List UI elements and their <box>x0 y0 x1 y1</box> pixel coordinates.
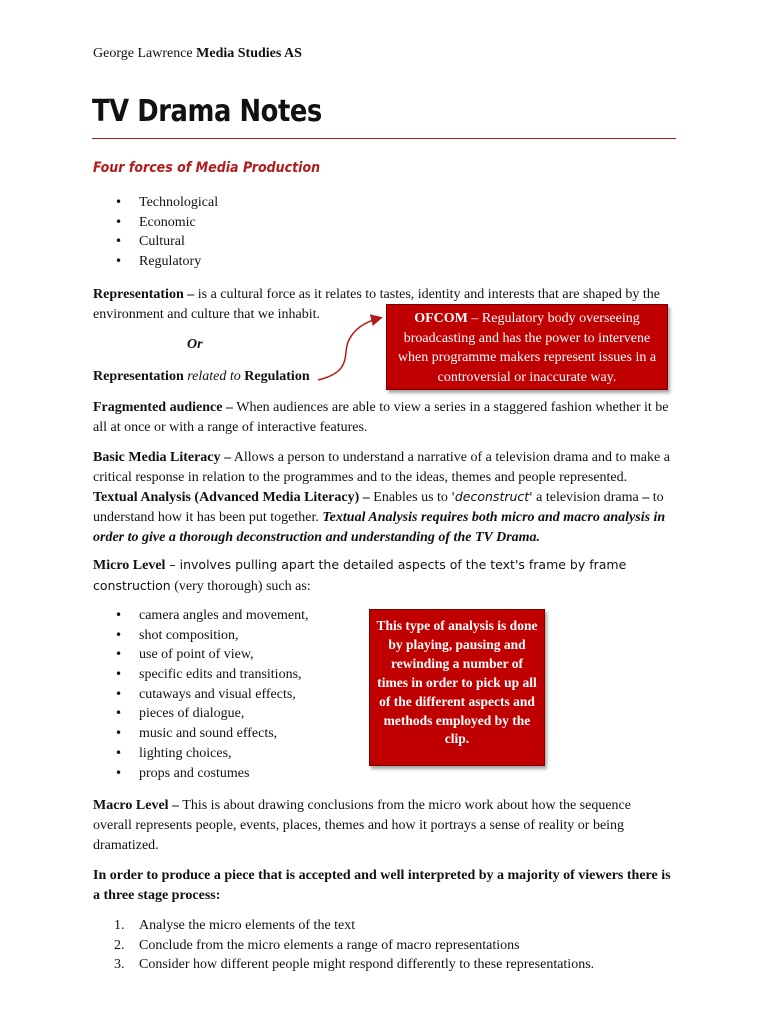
representation-term-2: Representation <box>93 369 184 384</box>
textual-analysis-text-3: to understand how it has been put together. <box>93 490 664 525</box>
micro-text-tail: (very thorough) such as: <box>170 579 311 594</box>
step-number: 3. <box>114 957 125 972</box>
regulation-term: Regulation <box>244 369 310 384</box>
document-title: TV Drama Notes <box>92 94 322 129</box>
macro-text: This is about drawing conclusions from the micro work about how the sequence overall represents people, events, places, themes and how it portrays a sense of reality or being dramatized. <box>93 798 631 853</box>
micro-term: Micro Level <box>93 558 166 573</box>
textual-analysis-term: Textual Analysis (Advanced Media Literacy) – <box>93 490 370 505</box>
step-text: Consider how different people might respond differently to these representations. <box>139 957 595 972</box>
list-item: • Cultural <box>93 232 218 252</box>
forces-list <box>93 193 218 272</box>
list-item: • Regulatory <box>93 252 218 272</box>
list-item: • pieces of dialogue, <box>93 704 308 724</box>
ofcom-text: – Regulatory body overseeing broadcasting and has the power to intervene when programme makers represent issues in a controversial or inaccurate way. <box>397 311 657 385</box>
micro-text: – involves pulling apart the detailed aspects of the text's frame by frame construction <box>93 557 627 593</box>
list-item: • props and costumes <box>93 764 308 784</box>
macro-level-paragraph <box>93 796 673 856</box>
ofcom-callout <box>386 304 668 390</box>
list-item: • music and sound effects, <box>93 724 308 744</box>
list-item: • cutaways and visual effects, <box>93 685 308 705</box>
list-item <box>93 936 594 956</box>
title-divider <box>92 138 676 139</box>
representation-term: Representation – <box>93 287 195 302</box>
representation-regulation-line <box>93 367 310 387</box>
page-header <box>93 44 302 64</box>
fragmented-term: Fragmented audience – <box>93 400 233 415</box>
ofcom-term: OFCOM <box>414 311 468 326</box>
basic-literacy-term: Basic Media Literacy – <box>93 450 232 465</box>
list-item: • specific edits and transitions, <box>93 665 308 685</box>
forces-heading: Four forces of Media Production <box>93 160 321 176</box>
list-item: • shot composition, <box>93 626 308 646</box>
related-to-text: related to <box>187 369 241 384</box>
analysis-callout: This type of analysis is done by playing, pausing and rewinding a number of times in order to pick up all of the different aspects and methods employed by the clip. <box>369 609 545 766</box>
fragmented-audience-paragraph <box>93 398 673 438</box>
process-intro: In order to produce a piece that is accepted and well interpreted by a majority of viewers there is a three stage process: <box>93 868 671 903</box>
author-name: George Lawrence <box>93 46 193 61</box>
list-item <box>93 916 594 936</box>
list-item: • Technological <box>93 193 218 213</box>
list-item <box>93 955 594 975</box>
textual-analysis-emphasis: Textual Analysis requires both micro and macro analysis in order to give a thorough deconstruction and understanding of the TV Drama. <box>93 510 666 545</box>
dash: – <box>642 490 650 505</box>
list-item: • use of point of view, <box>93 645 308 665</box>
step-text: Conclude from the micro elements a range of macro representations <box>139 937 520 953</box>
basic-literacy-text: Allows a person to understand a narrative of a television drama and to make a critical response in relation to the programmes and to the ideas, themes and people represented. <box>93 450 670 485</box>
representation-text: is a cultural force as it relates to tastes, identity and interests that are shaped by the environment and culture that we inhabit. <box>93 287 660 322</box>
or-label: Or <box>187 337 203 352</box>
step-number: 1. <box>114 918 125 933</box>
process-steps-list <box>93 916 594 975</box>
deconstruct-quote: 'deconstruct' <box>451 489 533 504</box>
course-name: Media Studies AS <box>196 46 302 61</box>
list-item: • Economic <box>93 213 218 233</box>
micro-elements-list <box>93 606 308 783</box>
macro-term: Macro Level – <box>93 798 180 813</box>
step-number: 2. <box>114 937 125 953</box>
list-item: • lighting choices, <box>93 744 308 764</box>
textual-analysis-paragraph <box>93 487 675 548</box>
fragmented-text: When audiences are able to view a series in a staggered fashion whether it be all at once or with a range of interactive features. <box>93 400 669 435</box>
step-text: Analyse the micro elements of the text <box>139 918 356 933</box>
list-item: • camera angles and movement, <box>93 606 308 626</box>
micro-level-paragraph <box>93 555 673 597</box>
textual-analysis-text-2: a television drama <box>532 490 643 505</box>
textual-analysis-text: Enables us to <box>369 490 452 505</box>
basic-literacy-paragraph <box>93 448 673 488</box>
